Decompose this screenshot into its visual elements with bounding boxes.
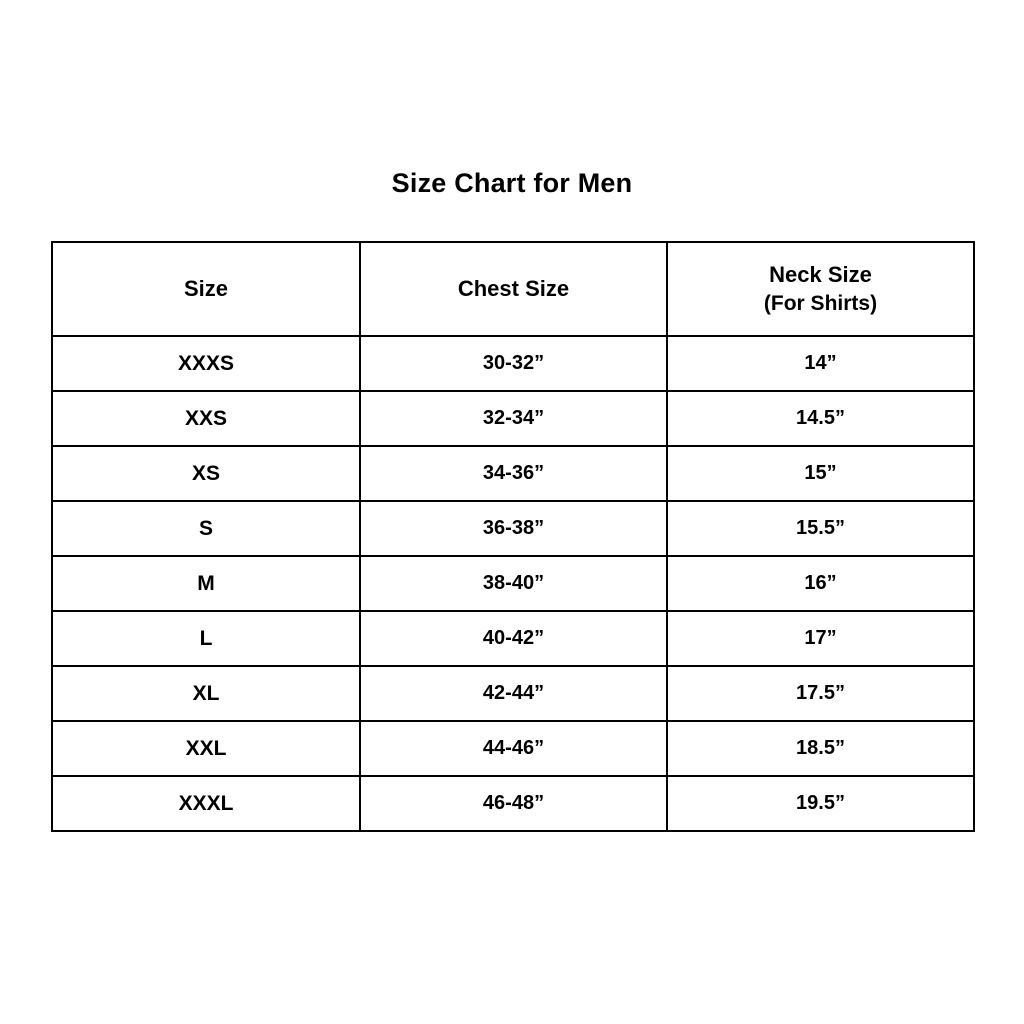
column-header-neck-size xyxy=(667,242,974,336)
table-row xyxy=(52,391,974,446)
cell-size: XXL xyxy=(52,721,360,776)
cell-neck: 14.5” xyxy=(667,391,974,446)
cell-chest: 40-42” xyxy=(360,611,667,666)
cell-neck: 15” xyxy=(667,446,974,501)
cell-size: XXXL xyxy=(52,776,360,831)
cell-neck: 17” xyxy=(667,611,974,666)
cell-chest: 32-34” xyxy=(360,391,667,446)
table-row xyxy=(52,666,974,721)
column-header-neck-size-sublabel: (For Shirts) xyxy=(763,291,878,315)
cell-chest: 44-46” xyxy=(360,721,667,776)
cell-size: XXXS xyxy=(52,336,360,391)
table-row xyxy=(52,501,974,556)
cell-size: S xyxy=(52,501,360,556)
cell-size: XS xyxy=(52,446,360,501)
column-header-chest-size xyxy=(360,242,667,336)
cell-neck: 17.5” xyxy=(667,666,974,721)
column-header-neck-size-label: Neck Size xyxy=(769,261,872,287)
column-header-chest-size-label: Chest Size xyxy=(457,276,570,302)
cell-neck: 15.5” xyxy=(667,501,974,556)
table-header-row xyxy=(52,242,974,336)
cell-chest: 46-48” xyxy=(360,776,667,831)
table-row xyxy=(52,776,974,831)
cell-size: XL xyxy=(52,666,360,721)
cell-size: L xyxy=(52,611,360,666)
table-row xyxy=(52,336,974,391)
table-row xyxy=(52,556,974,611)
cell-chest: 42-44” xyxy=(360,666,667,721)
size-chart-table xyxy=(51,241,975,832)
page-title: Size Chart for Men xyxy=(391,168,633,198)
cell-neck: 14” xyxy=(667,336,974,391)
table-row xyxy=(52,721,974,776)
size-chart-table-wrapper xyxy=(51,241,973,832)
cell-chest: 34-36” xyxy=(360,446,667,501)
cell-chest: 38-40” xyxy=(360,556,667,611)
cell-chest: 36-38” xyxy=(360,501,667,556)
table-header xyxy=(52,242,974,336)
cell-neck: 16” xyxy=(667,556,974,611)
cell-size: XXS xyxy=(52,391,360,446)
table-body xyxy=(52,336,974,831)
column-header-size-label: Size xyxy=(183,276,229,302)
column-header-size xyxy=(52,242,360,336)
table-row xyxy=(52,611,974,666)
table-row xyxy=(52,446,974,501)
cell-neck: 18.5” xyxy=(667,721,974,776)
cell-chest: 30-32” xyxy=(360,336,667,391)
cell-size: M xyxy=(52,556,360,611)
cell-neck: 19.5” xyxy=(667,776,974,831)
